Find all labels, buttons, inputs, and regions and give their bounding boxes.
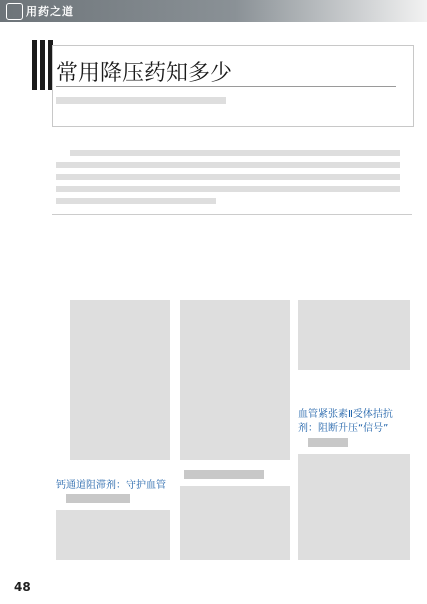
section-label: 用药之道 [26, 5, 74, 18]
subheading [184, 470, 264, 479]
abstract-line [56, 198, 216, 204]
logo-icon [6, 3, 23, 20]
body-column-3 [298, 300, 410, 370]
page-number: 48 [14, 580, 31, 594]
abstract-line [70, 150, 400, 156]
section-heading: 血管紧张素Ⅱ受体拮抗剂：阻断升压“信号” [298, 409, 393, 434]
abstract-line [56, 186, 400, 192]
abstract-line [56, 162, 400, 168]
abstract-rule [52, 214, 412, 215]
body-column-3 [298, 454, 410, 560]
abstract-line [56, 174, 400, 180]
subheading [308, 438, 348, 447]
body-column-2 [180, 300, 290, 460]
body-column-2 [180, 486, 290, 560]
article-title: 常用降压药知多少 [56, 61, 233, 86]
subheading [66, 494, 130, 503]
body-column-1 [70, 300, 170, 460]
section-heading: 钙通道阻滞剂：守护血管 [56, 480, 166, 491]
body-column-1 [56, 510, 170, 560]
author-line [56, 97, 226, 104]
title-rule [56, 86, 396, 87]
